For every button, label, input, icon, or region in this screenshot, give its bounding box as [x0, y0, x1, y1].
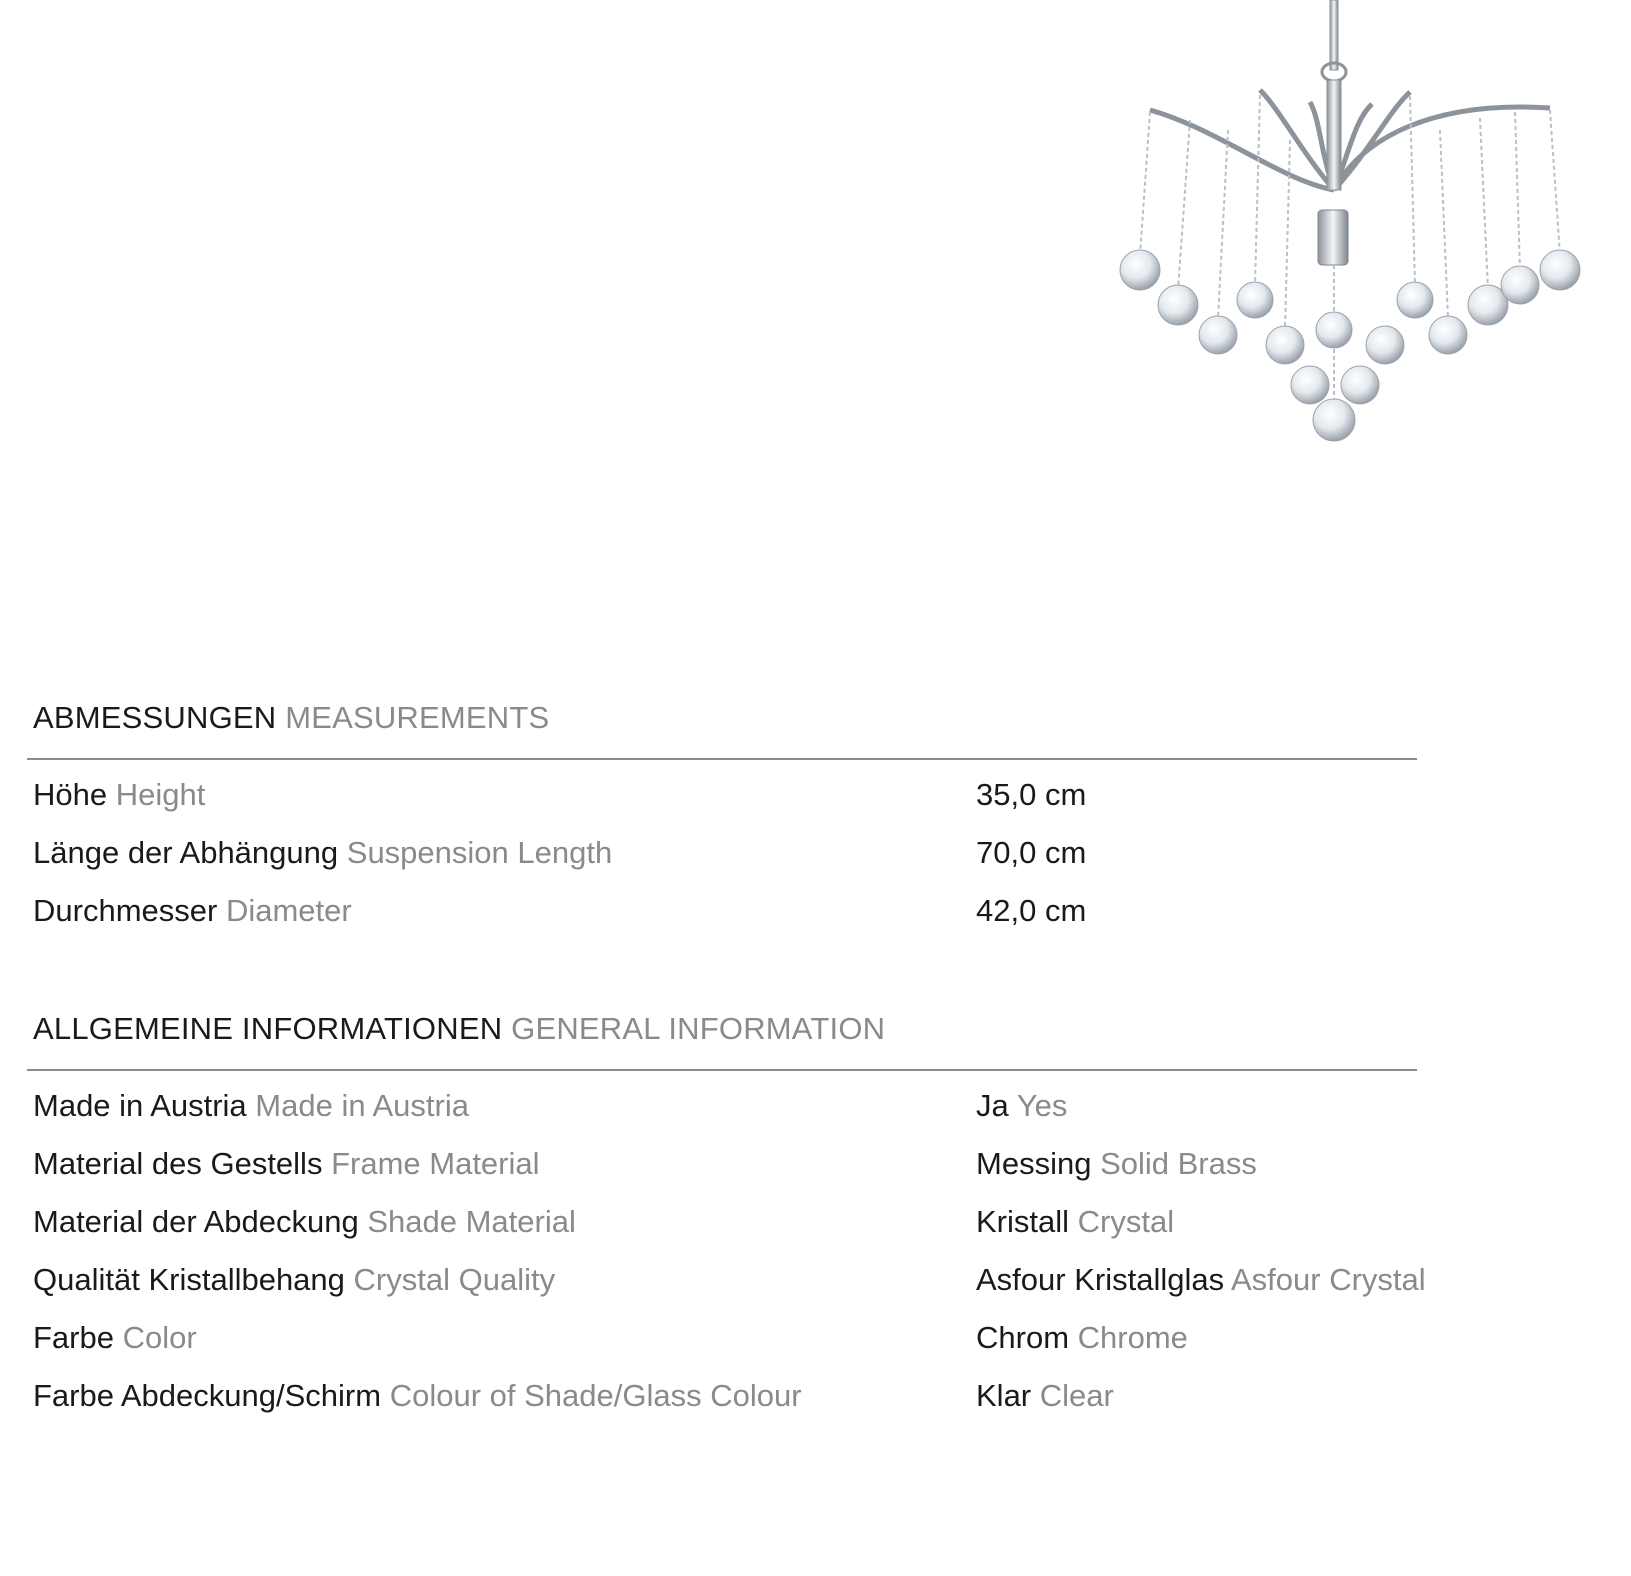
spec-value-de: Messing: [976, 1146, 1092, 1181]
spec-label-en: Colour of Shade/Glass Colour: [389, 1378, 802, 1413]
spec-label-de: Farbe: [33, 1320, 114, 1355]
spec-value-en: Asfour Crystal: [1231, 1262, 1426, 1297]
spec-label-en: Shade Material: [367, 1204, 576, 1239]
spec-value-en: Solid Brass: [1100, 1146, 1257, 1181]
spec-value-en: Crystal: [1077, 1204, 1175, 1239]
spec-row: [27, 1202, 1417, 1260]
spec-row: [27, 1086, 1417, 1144]
spec-label-de: Material des Gestells: [33, 1146, 323, 1181]
spec-value: [976, 1376, 1114, 1416]
spec-label: [33, 1086, 469, 1126]
chandelier-chain: [1322, 0, 1346, 81]
general-information-heading: [33, 1011, 1417, 1047]
chandelier-arms: [1150, 90, 1550, 190]
chandelier-bulb-socket: [1318, 210, 1348, 265]
section-divider: [27, 1069, 1417, 1071]
spec-row: [27, 1260, 1426, 1318]
measurements-section: [27, 700, 1417, 949]
spec-value: [976, 891, 1086, 931]
spec-row: [27, 891, 1417, 949]
spec-label-en: Height: [115, 777, 206, 812]
spec-label-en: Frame Material: [331, 1146, 540, 1181]
spec-label-de: Höhe: [33, 777, 108, 812]
spec-label-en: Made in Austria: [255, 1088, 469, 1123]
spec-value-de: Ja: [976, 1088, 1009, 1123]
spec-value-de: Chrom: [976, 1320, 1070, 1355]
spec-label: [33, 833, 612, 873]
spec-label-en: Suspension Length: [346, 835, 613, 870]
spec-value-en: Clear: [1039, 1378, 1114, 1413]
spec-row: [27, 1144, 1417, 1202]
spec-value: [976, 775, 1086, 815]
spec-value: [976, 1144, 1257, 1184]
spec-value-en: Chrome: [1077, 1320, 1188, 1355]
spec-label: [33, 1260, 555, 1300]
spec-row: [27, 775, 1417, 833]
chandelier-image: [1110, 0, 1590, 470]
spec-value-text: 35,0 cm: [976, 777, 1087, 812]
general-heading-de: ALLGEMEINE INFORMATIONEN: [33, 1011, 503, 1046]
spec-value: [976, 1086, 1067, 1126]
spec-label-de: Made in Austria: [33, 1088, 247, 1123]
spec-label-de: Material der Abdeckung: [33, 1204, 359, 1239]
measurements-heading: [33, 700, 1417, 736]
spec-value-de: Kristall: [976, 1204, 1070, 1239]
section-divider: [27, 758, 1417, 760]
chandelier-stem: [1327, 80, 1341, 190]
spec-value-en: Yes: [1016, 1088, 1068, 1123]
spec-row: [27, 833, 1417, 891]
spec-value: [976, 1260, 1426, 1300]
spec-label-de: Durchmesser: [33, 893, 218, 928]
measurements-heading-en: MEASUREMENTS: [285, 700, 550, 735]
spec-label: [33, 891, 352, 931]
measurements-heading-de: ABMESSUNGEN: [33, 700, 277, 735]
spec-value-de: Asfour Kristallglas: [976, 1262, 1225, 1297]
spec-label-de: Länge der Abhängung: [33, 835, 339, 870]
general-heading-en: GENERAL INFORMATION: [511, 1011, 886, 1046]
spec-label-de: Qualität Kristallbehang: [33, 1262, 345, 1297]
spec-label-en: Color: [122, 1320, 197, 1355]
spec-value: [976, 1202, 1174, 1242]
spec-label: [33, 1318, 197, 1358]
spec-label: [33, 775, 205, 815]
general-information-section: [27, 1011, 1426, 1434]
crystal-balls: [1120, 250, 1580, 441]
spec-value-text: 70,0 cm: [976, 835, 1087, 870]
spec-label: [33, 1202, 576, 1242]
spec-label: [33, 1144, 540, 1184]
spec-value-de: Klar: [976, 1378, 1032, 1413]
spec-value-text: 42,0 cm: [976, 893, 1087, 928]
spec-row: [27, 1318, 1417, 1376]
spec-label: [33, 1376, 802, 1416]
spec-row: [27, 1376, 1417, 1434]
spec-value: [976, 833, 1086, 873]
spec-label-de: Farbe Abdeckung/Schirm: [33, 1378, 382, 1413]
spec-label-en: Diameter: [225, 893, 352, 928]
spec-label-en: Crystal Quality: [353, 1262, 556, 1297]
spec-value: [976, 1318, 1188, 1358]
